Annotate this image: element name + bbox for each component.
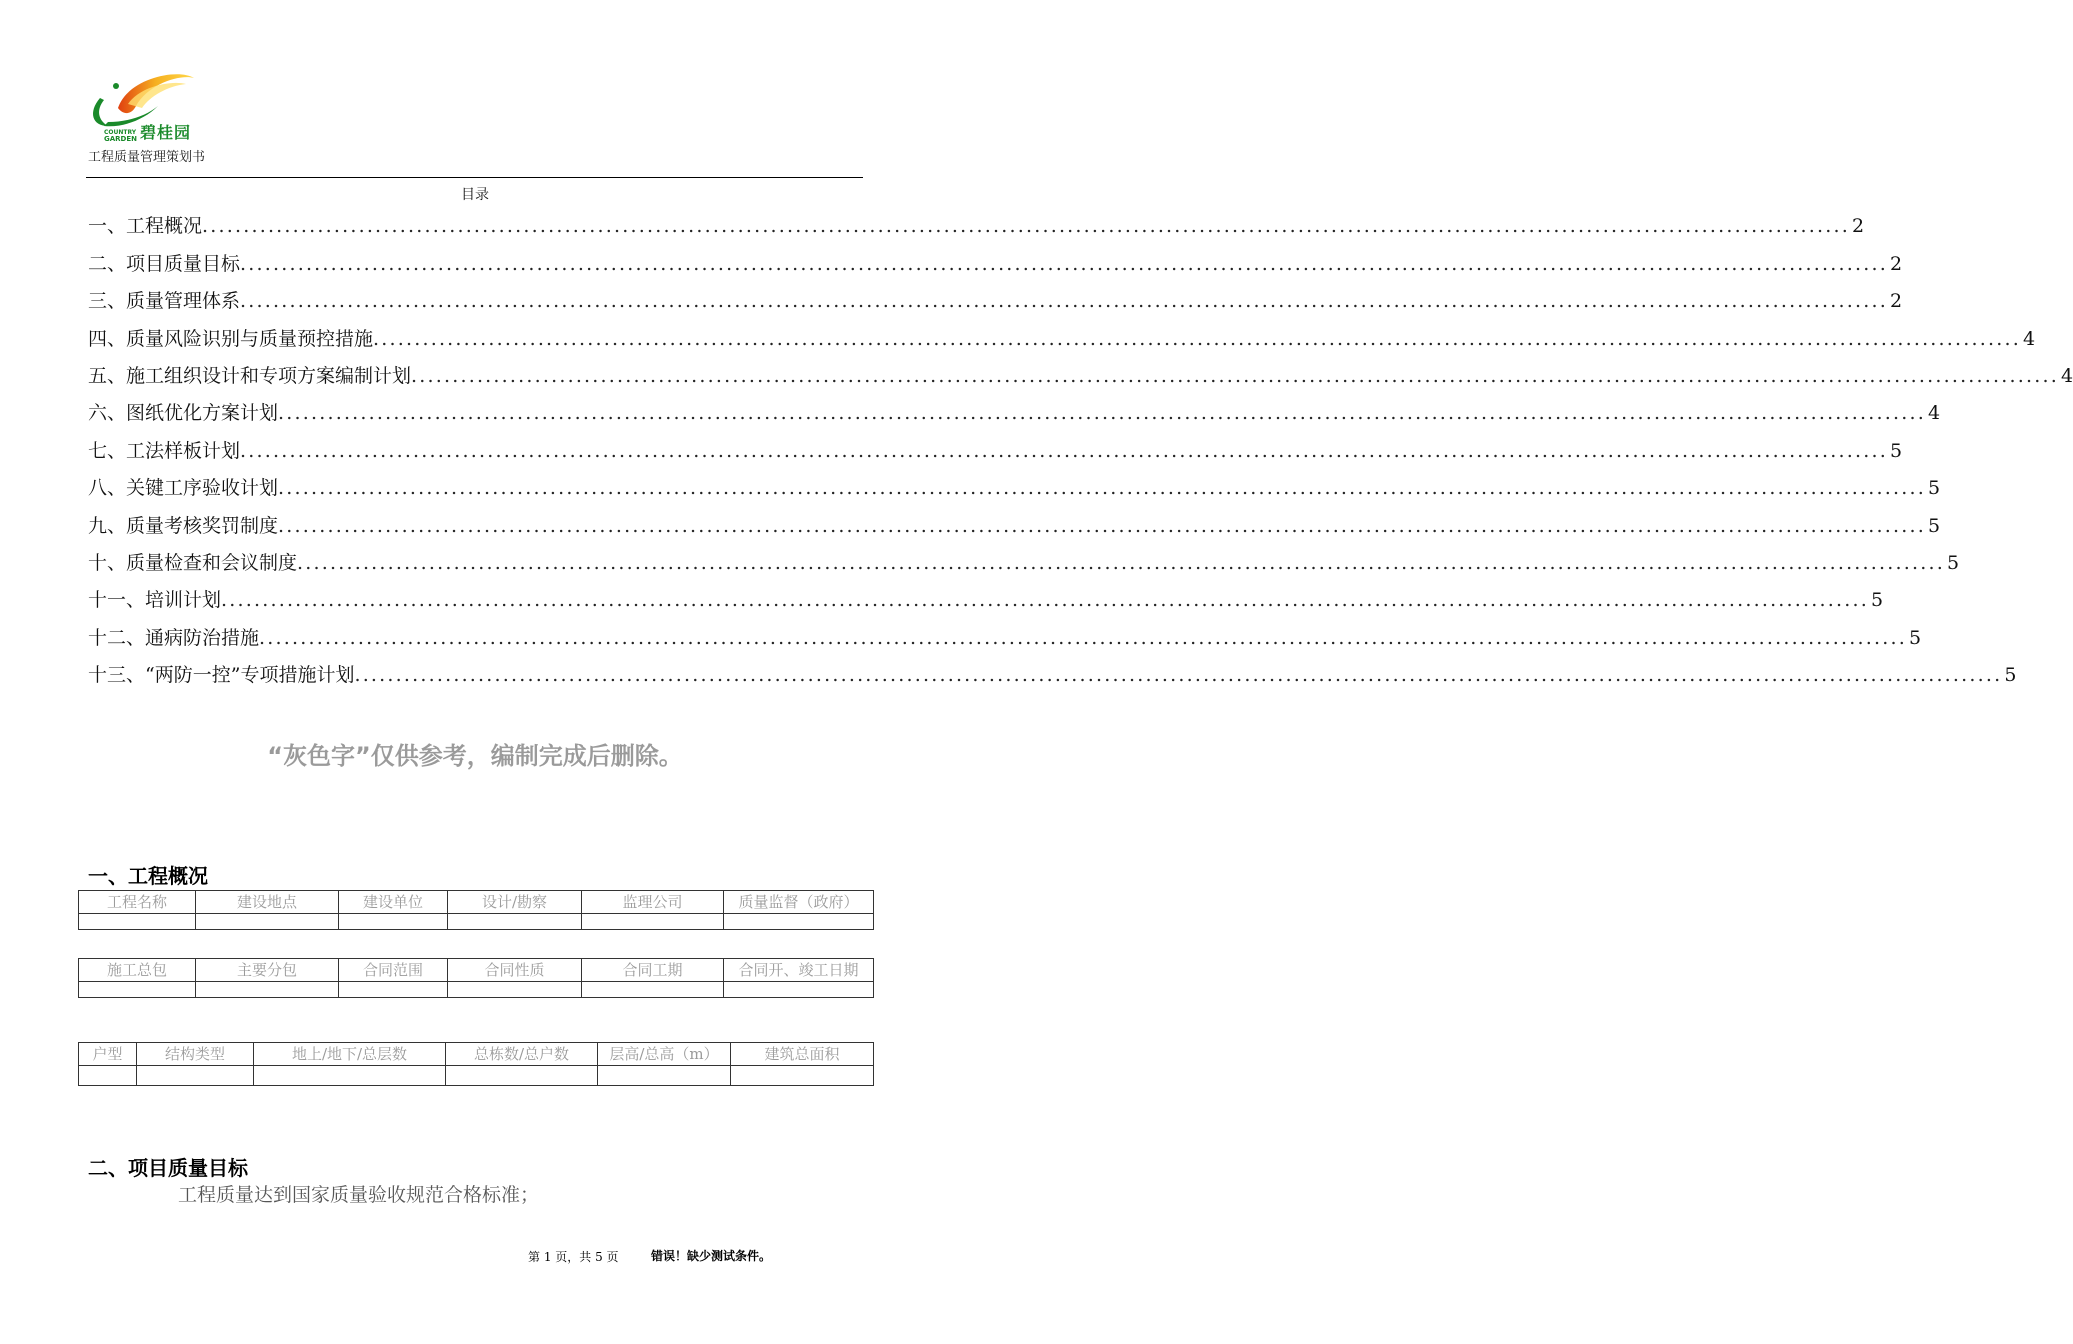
toc-item-title: 工法样板计划	[126, 439, 241, 462]
toc-leader-dots: ........................................................................................................................................................................................................	[278, 477, 1926, 500]
toc-item-title: 质量检查和会议制度	[126, 551, 298, 574]
logo-english-text: COUNTRY GARDEN	[104, 129, 138, 143]
section-heading-quality-goal: 二、项目质量目标	[88, 1156, 248, 1180]
table-empty-cell[interactable]	[339, 914, 448, 930]
section-heading-overview: 一、工程概况	[88, 864, 208, 888]
toc-item-page: 5	[1889, 439, 1903, 462]
table-empty-cell[interactable]	[196, 982, 339, 998]
toc-item[interactable]	[88, 315, 2036, 352]
footer-error-text: 错误！缺少测试条件。	[651, 1249, 772, 1263]
toc-item-number: 七、	[88, 439, 127, 462]
toc-item-number: 十二、	[88, 626, 146, 649]
table-empty-cell[interactable]	[598, 1066, 731, 1086]
table-header-cell: 监理公司	[582, 891, 724, 914]
toc-item[interactable]	[88, 427, 1903, 464]
toc-item-number: 四、	[88, 327, 127, 350]
table-empty-cell[interactable]	[79, 914, 196, 930]
logo-brand-text: 碧桂园	[140, 123, 192, 142]
table-empty-cell[interactable]	[582, 982, 724, 998]
toc-leader-dots: ........................................................................................................................................................................................................	[240, 290, 1888, 313]
toc-item-number: 九、	[88, 514, 127, 537]
table-empty-cell[interactable]	[582, 914, 724, 930]
toc-item-page: 4	[2060, 364, 2073, 387]
toc-item-page: 5	[1927, 477, 1941, 500]
project-info-table-1	[78, 890, 874, 930]
toc-item-page: 5	[1908, 626, 1922, 649]
toc-item-number: 十、	[88, 551, 127, 574]
toc-item[interactable]	[88, 240, 1903, 277]
toc-item-page: 2	[1889, 252, 1903, 275]
toc-item-title: 质量管理体系	[126, 290, 241, 313]
toc-leader-dots: ........................................................................................................................................................................................................	[373, 327, 2021, 350]
table-header-cell: 总栋数/总户数	[446, 1043, 598, 1066]
table-header-cell: 施工总包	[79, 959, 196, 982]
toc-item-title: 关键工序验收计划	[126, 477, 279, 500]
table-header-cell: 层高/总高（m）	[598, 1043, 731, 1066]
toc-item-title: 工程概况	[126, 215, 203, 238]
toc-leader-dots: ........................................................................................................................................................................................................	[297, 551, 1945, 574]
toc-item-page: 5	[1946, 551, 1960, 574]
toc-item-number: 十三、	[88, 664, 146, 687]
table-header-cell: 建设地点	[196, 891, 339, 914]
table-header-cell: 地上/地下/总层数	[254, 1043, 446, 1066]
toc-item-number: 一、	[88, 215, 127, 238]
table-header-cell: 合同性质	[448, 959, 582, 982]
toc-item[interactable]	[88, 390, 1941, 427]
project-info-table-2	[78, 958, 874, 998]
toc-item-number: 五、	[88, 364, 127, 387]
table-header-cell: 合同工期	[582, 959, 724, 982]
toc-item-title: 图纸优化方案计划	[126, 402, 279, 425]
toc-item[interactable]	[88, 652, 2017, 689]
toc-heading: 目录	[461, 187, 489, 203]
table-header-cell: 质量监督（政府）	[724, 891, 874, 914]
table-empty-cell[interactable]	[724, 914, 874, 930]
table-of-contents	[88, 203, 2073, 689]
table-empty-cell[interactable]	[79, 982, 196, 998]
table-empty-cell[interactable]	[446, 1066, 598, 1086]
toc-item[interactable]	[88, 203, 1865, 240]
table-header-cell: 合同范围	[339, 959, 448, 982]
table-header-cell: 合同开、竣工日期	[724, 959, 874, 982]
toc-leader-dots: ........................................................................................................................................................................................................	[278, 402, 1926, 425]
toc-item-page: 5	[1870, 589, 1884, 612]
document-title: 工程质量管理策划书	[88, 150, 206, 165]
toc-item-page: 4	[1927, 402, 1941, 425]
toc-item-title: 通病防治措施	[145, 626, 260, 649]
toc-item-title: 质量风险识别与质量预控措施	[126, 327, 374, 350]
toc-item-page: 5	[1927, 514, 1941, 537]
toc-item[interactable]	[88, 577, 1884, 614]
table-header-cell: 工程名称	[79, 891, 196, 914]
toc-item-title: 质量考核奖罚制度	[126, 514, 279, 537]
table-empty-cell[interactable]	[196, 914, 339, 930]
toc-item[interactable]	[88, 540, 1960, 577]
table-empty-cell[interactable]	[731, 1066, 874, 1086]
toc-item-number: 六、	[88, 402, 127, 425]
quality-goal-text: 工程质量达到国家质量验收规范合格标准；	[178, 1184, 540, 1206]
toc-leader-dots: ........................................................................................................................................................................................................	[221, 589, 1869, 612]
table-header-cell: 主要分包	[196, 959, 339, 982]
toc-item[interactable]	[88, 465, 1941, 502]
toc-item-number: 二、	[88, 252, 127, 275]
toc-leader-dots: ........................................................................................................................................................................................................	[278, 514, 1926, 537]
table-header-cell: 户型	[79, 1043, 137, 1066]
table-header-cell: 建筑总面积	[731, 1043, 874, 1066]
toc-item[interactable]	[88, 278, 1903, 315]
table-empty-cell[interactable]	[79, 1066, 137, 1086]
table-empty-cell[interactable]	[254, 1066, 446, 1086]
toc-item-page: 5	[2004, 664, 2017, 687]
toc-leader-dots: ........................................................................................................................................................................................................	[240, 439, 1888, 462]
toc-item-title: 施工组织设计和专项方案编制计划	[126, 364, 412, 387]
toc-item-page: 4	[2022, 327, 2036, 350]
gray-text-notice: “灰色字”仅供参考，编制完成后删除。	[267, 742, 683, 770]
table-empty-cell[interactable]	[137, 1066, 254, 1086]
toc-leader-dots: ........................................................................................................................................................................................................	[411, 364, 2059, 387]
project-info-table-3	[78, 1042, 874, 1086]
toc-leader-dots: ........................................................................................................................................................................................................	[202, 215, 1850, 238]
toc-item-title: 培训计划	[145, 589, 222, 612]
table-empty-cell[interactable]	[339, 982, 448, 998]
toc-leader-dots: ........................................................................................................................................................................................................	[240, 252, 1888, 275]
toc-item-page: 2	[1889, 290, 1903, 313]
toc-leader-dots: ........................................................................................................................................................................................................	[354, 664, 2003, 687]
toc-item[interactable]	[88, 614, 1922, 651]
toc-leader-dots: ........................................................................................................................................................................................................	[259, 626, 1907, 649]
toc-item-title: 项目质量目标	[126, 252, 241, 275]
table-empty-cell[interactable]	[724, 982, 874, 998]
table-header-cell: 建设单位	[339, 891, 448, 914]
header-divider	[86, 177, 863, 178]
toc-item-number: 三、	[88, 290, 127, 313]
toc-item-number: 八、	[88, 477, 127, 500]
toc-item-title: “两防一控”专项措施计划	[145, 664, 355, 687]
footer-page-info: 第 1 页，共 5 页	[528, 1250, 619, 1264]
table-empty-cell[interactable]	[448, 982, 582, 998]
toc-item[interactable]	[88, 353, 2073, 390]
table-empty-cell[interactable]	[448, 914, 582, 930]
toc-item-page: 2	[1851, 215, 1865, 238]
table-header-cell: 设计/勘察	[448, 891, 582, 914]
table-header-cell: 结构类型	[137, 1043, 254, 1066]
toc-item[interactable]	[88, 502, 1941, 539]
toc-item-number: 十一、	[88, 589, 146, 612]
